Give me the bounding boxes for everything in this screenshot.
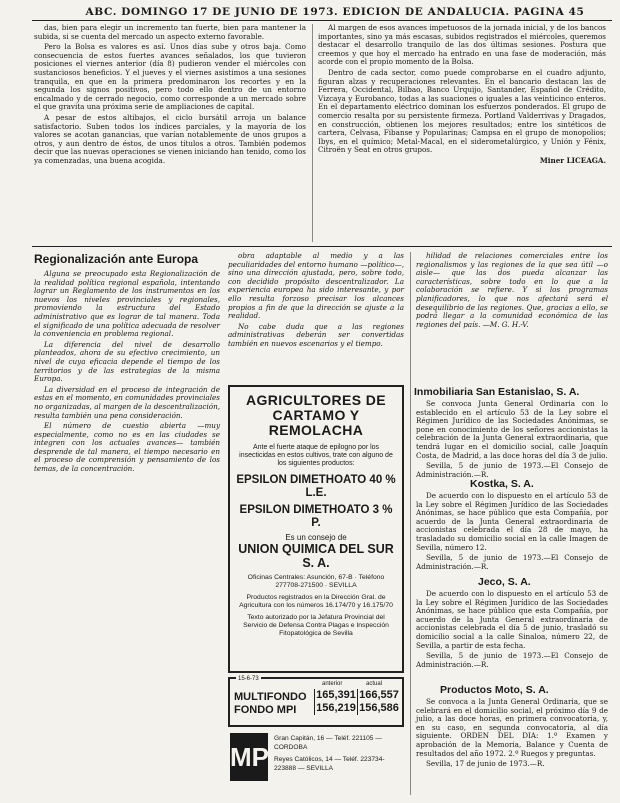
fund-name-2: FONDO MPI xyxy=(234,704,297,716)
notice-body xyxy=(416,491,608,571)
bolsa-article-right xyxy=(318,24,606,242)
paragraph: Pero la Bolsa es valores es así. Unos días sube y otros baja. Como consecuencia de estos fuertes avances señalados, los que tuvieron posiciones el viernes anterior (día 8) pudieron vender el miércoles con sustanciosos beneficios. Y el jueves y el viernes asistimos a una sesiones tranquila, en que en la primera predominaron los recortes y en la segunda los signos positivos, pero todo ello dentro de un entorno encalmado y de cerrado negocio, como corresponde a un mercado sobre el que gravita una próxima serie de ampliaciones de capital. xyxy=(34,42,306,112)
fund-name-1: MULTIFONDO xyxy=(234,691,307,703)
notice-title: Jeco, S. A. xyxy=(478,576,531,588)
paragraph: das, bien para elegir un incremento tan fuerte, bien para mantener la subida, si se cuenta del mercado un aspecto externo favorable. xyxy=(34,23,306,41)
column-divider xyxy=(312,24,313,242)
paragraph: hilidad de relaciones comerciales entre los regionalismos y las regiones de la que sea útil —o aisle— que las dos pueda alcanzar las características, sobre todo en lo que a la colaboración se refiere. Y si los programas planificadores, lo que nos afectará será el desequilibrio de las regiones. Que, gracias a ello, se podrá llegar a la comunidad económica de las regiones del país. —M. G. H.-V. xyxy=(416,251,608,329)
notice-title: Productos Moto, S. A. xyxy=(440,684,549,696)
ad-intro: Ante el fuerte ataque de epilogno por los insecticidas en estos cultivos, trate con alguno de los siguientes productos: xyxy=(239,444,393,467)
fund-date: 15-6-73 xyxy=(238,676,259,682)
fund1-prev: 165,391 xyxy=(314,689,357,702)
notice-title: Kostka, S. A. xyxy=(470,478,534,490)
paragraph: obra adaptable al medio y a las peculiaridades del entorno humano —político—, sino una dirección ajustada, pero, sobre todo, con decidido propósito descentralizador. La experiencia europea ha sido interesante, y por ello resulta forzoso precisar los alcances propios a fin de que la dirección se ajuste a la realidad. xyxy=(228,251,404,321)
ad-product-1: EPSILON DIMETHOATO 40 % L.E. xyxy=(236,474,396,499)
mp-logo: MP xyxy=(230,733,268,781)
fund1-now: 166,557 xyxy=(357,689,400,702)
ad-offices: Oficinas Centrales: Asunción, 67-B · Teléfono 277708-271500 · SEVILLA xyxy=(247,574,385,589)
fund2-prev: 156,219 xyxy=(314,702,357,715)
paragraph: El número de cuestio abierta —muy especialmente, como no es en las ciudades se integren con los actuales avances— también desprende de tal manera, el tiempo necesario en el proceso de comprensión y pensamiento de los temas, de la concentración. xyxy=(34,421,220,474)
ad-consejo: Es un consejo de xyxy=(285,533,347,542)
article-signature: Miner LICEAGA. xyxy=(539,155,606,165)
paragraph: La diversidad en el proceso de integración de estas en el momento, en comunidades provinciales no organizadas, al margen de la descentralización, resulta también una pena consideración. xyxy=(34,384,220,420)
paragraph: No cabe duda que a las regiones administrativas deberán ser convertidas también en nuevos escenarios y el tiempo. xyxy=(228,321,404,348)
label-actual: actual xyxy=(366,681,383,687)
paragraph: De acuerdo con lo dispuesto en el artículo 53 de la Ley sobre el Régimen Jurídico de las Sociedades Anónimas, se hace público que esta Compañía, por acuerdo de la Junta General extraordinaria de accionistas celebrada el día 28 de mayo, ha trasladado su domicilio social en la calle Imagen de Sevilla, número 12. xyxy=(416,491,608,552)
paragraph: Dentro de cada sector, como puede comprobarse en el cuadro adjunto, figuran alzas y recuperaciones relevantes. En el bancario destacan las de Ferrera, Occidental, Bilbao, Banco Urquijo, Santander, Español de Crédito, Vizcaya y Eurobanco, todas a las suaciones o iguales a las veinticinco enteros. En el departamento eléctrico dominan los esfuerzos ponderados. El grupo de comercio resalta por su persistente firmeza. Portland Valderrivas y Dragados, en construcción, obtienen los mejores resultados; entre los sintéticos de cartera, Celvasa, Fibanse y Popularinas; Campsa en el grupo de monopolios; Ibys, en el químico; Metal-Macal, en el siderometalúrgico, y Unión y Fénix, Citroën y Seat en otros grupos. xyxy=(318,67,606,155)
agricultural-ad xyxy=(228,385,404,673)
column-divider xyxy=(410,252,411,795)
notice-date: Sevilla, 5 de junio de 1973.—El Consejo de Administración.—R. xyxy=(416,553,608,571)
regionalizacion-col3 xyxy=(416,252,608,382)
fund-values xyxy=(314,689,400,715)
header-rule xyxy=(32,20,612,21)
ad-product-2: EPSILON DIMETHOATO 3 % P. xyxy=(239,504,393,529)
notice-body xyxy=(416,590,608,668)
section-rule xyxy=(32,246,612,247)
paragraph: Se convoca Junta General Ordinaria con lo establecido en el artículo 53 de la Ley sobre el Régimen Jurídico de las Sociedades Anónimas, se pone en conocimiento de los señores accionistas la celebración de la Junta General extraordinaria, que tendrá lugar en el domicilio social, calle Joaquín Costa, de Madrid, a las doce horas del día 3 de julio. xyxy=(416,399,608,460)
paragraph: Alguna se preocupado esta Regionalización de la realidad política regional española, intentando lograr un Reglamento de los instrumentos en los nuevos los niveles provinciales y regionales, promoviendo la estructura del Estado administrativo que es lograr de tal manera. Toda el significado de una política adecuada de resolver la conveniencia en problema regional. xyxy=(34,269,220,339)
fund-quotes-box xyxy=(228,677,404,727)
fund-names xyxy=(234,691,307,717)
paragraph: Se convoca a la Junta General Ordinaria, que se celebrará en el domicilio social, el próximo día 9 de julio, a las doce horas, en primera convocatoria, y, en su caso, en segunda convocatoria, al día siguiente. ORDEN DEL DIA: 1.º Examen y aprobación de la Memoria, Balance y Cuenta de resultados del año 1972. 2.º Ruegos y preguntas. xyxy=(416,697,608,758)
notice-title: Inmobiliaria San Estanislao, S. A. xyxy=(414,386,580,398)
mutua-ad xyxy=(228,731,404,795)
paragraph: De acuerdo con lo dispuesto en el artículo 53 de la Ley sobre el Régimen Jurídico de las Sociedades Anónimas, se hace público que esta Compañía, por acuerdo de la Junta General extraordinaria de accionistas celebrada el día 5 de junio, trasladó su domicilio social a la calle Sinaloa, número 22, de Sevilla, a partir de esta fecha. xyxy=(416,589,608,650)
mutua-line-2: Reyes Católicos, 14 — Teléf. 223734-223888 — SEVILLA xyxy=(274,756,385,772)
fund2-now: 156,586 xyxy=(357,702,400,715)
regionalizacion-col1 xyxy=(34,270,220,795)
notice-body xyxy=(416,399,608,479)
page-header: ABC. DOMINGO 17 DE JUNIO DE 1973. EDICION DE ANDALUCIA. PAGINA 45 xyxy=(85,6,585,18)
label-anterior: anterior xyxy=(322,681,343,687)
paragraph: Al margen de esos avances impetuosos de la jornada inicial, y de los bancos importantes, sino ya más escasas, subidos registrados el miércoles, queremos destacar el desarrollo tranquilo de las dos últimas sesiones. Postura que creemos y que hoy el mercado ha entrado en una fase de moderación, más acorde con el propio momento de la Bolsa. xyxy=(318,23,606,67)
notice-body xyxy=(416,698,608,795)
headline-regionalizacion: Regionalización ante Europa xyxy=(34,252,199,266)
regionalizacion-col2 xyxy=(228,252,404,380)
ad-title: AGRICULTORES DE CARTAMO Y REMOLACHA xyxy=(245,392,387,438)
notice-date: Sevilla, 17 de junio de 1973.—R. xyxy=(426,759,545,769)
notice-date: Sevilla, 5 de junio de 1973.—El Consejo de Administración.—R. xyxy=(416,651,608,669)
paragraph: A pesar de estos altibajos, el ciclo bursátil arroja un balance satisfactorio. Suben todos los índices parciales, y la mayoría de los valores se acotan ganancias, que varían notablemente de unos grupos a otros, y aun dentro de éstos, de unos títulos a otros. También podemos decir que las nuevas operaciones se vienen iniciando han tenido, como los ya comenzadas, una buena acogida. xyxy=(34,112,306,165)
ad-authorization: Texto autorizado por la Jefatura Provincial del Servicio de Defensa Contra Plagas e Inspección Fitopatológica de Sevilla xyxy=(243,614,389,637)
mutua-line-1: Gran Capitán, 16 — Teléf. 221105 — CORDOBA xyxy=(274,735,382,751)
bolsa-article-left xyxy=(34,24,306,242)
ad-registration: Productos registrados en la Dirección Gral. de Agricultura con los números 16.174/70 y 16.175/70 xyxy=(239,594,393,609)
paragraph: La diferencia del nivel de desarrollo planteados, ahora de su efectivo crecimiento, un nivel de cuya eficacia depende el tiempo de los territorios y de las estrategias de la misma Europa. xyxy=(34,339,220,384)
notice-date: Sevilla, 5 de junio de 1973.—El Consejo de Administración.—R. xyxy=(416,461,608,479)
ad-company: UNION QUIMICA DEL SUR S. A. xyxy=(238,542,394,570)
mutua-addresses xyxy=(274,735,404,773)
